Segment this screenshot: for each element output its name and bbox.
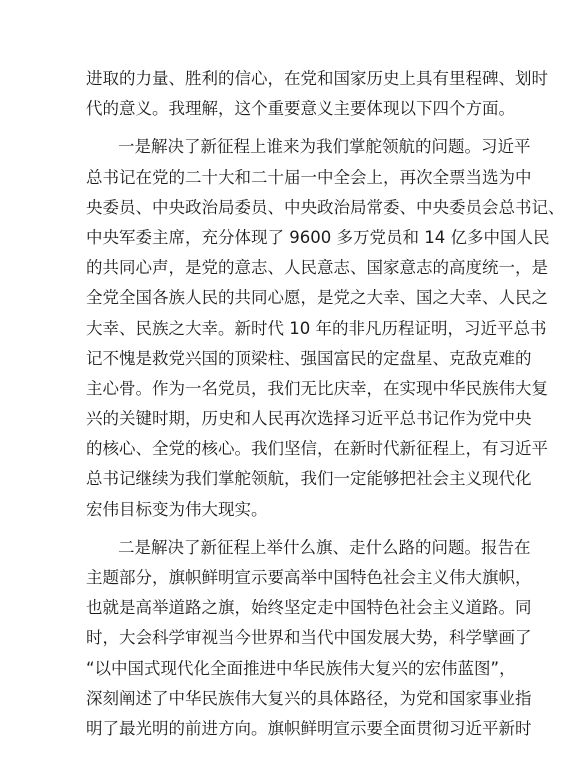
text-line: 深刻阐述了中华民族伟大复兴的具体路径，为党和国家事业指 <box>86 688 532 708</box>
text-line: 代的意义。我理解，这个重要意义主要体现以下四个方面。 <box>86 99 515 119</box>
text-line: 时，大会科学审视当今世界和当代中国发展大势，科学擘画了 <box>86 628 532 648</box>
paragraph-first-line: 一是解决了新征程上谁来为我们掌舵领航的问题。习近平 <box>118 137 531 157</box>
text-line: 主心骨。作为一名党员，我们无比庆幸，在实现中华民族伟大复 <box>86 378 548 398</box>
text-line: 大幸、民族之大幸。新时代 10 年的非凡历程证明，习近平总书 <box>86 318 547 338</box>
text-line: 的核心、全党的核心。我们坚信，在新时代新征程上，有习近平 <box>86 439 548 459</box>
text-line: 央委员、中央政治局委员、中央政治局常委、中央委员会总书记、 <box>86 197 565 217</box>
text-line: 总书记继续为我们掌舵领航，我们一定能够把社会主义现代化 <box>86 469 532 489</box>
text-line: 全党全国各族人民的共同心愿，是党之大幸、国之大幸、人民之 <box>86 288 548 308</box>
paragraph-spacer <box>86 525 504 533</box>
paragraph-spacer <box>86 124 504 132</box>
text-line: 总书记在党的二十大和二十届一中全会上，再次全票当选为中 <box>86 167 532 187</box>
text-line: 明了最光明的前进方向。旗帜鲜明宣示要全面贯彻习近平新时 <box>86 718 532 738</box>
text-line: 宏伟目标变为伟大现实。 <box>86 499 268 519</box>
paragraph-first-line: 二是解决了新征程上举什么旗、走什么路的问题。报告在 <box>118 537 531 557</box>
text-line: “以中国式现代化全面推进中华民族伟大复兴的宏伟蓝图”， <box>86 658 516 678</box>
text-line: 记不愧是救党兴国的顶梁柱、强国富民的定盘星、克敌克难的 <box>86 348 532 368</box>
text-line: 进取的力量、胜利的信心，在党和国家历史上具有里程碑、划时 <box>86 69 548 88</box>
text-line: 也就是高举道路之旗，始终坚定走中国特色社会主义道路。同 <box>86 598 532 618</box>
text-line: 兴的关键时期，历史和人民再次选择习近平总书记作为党中央 <box>86 409 532 429</box>
text-line: 中央军委主席，充分体现了 9600 多万党员和 14 亿多中国人民 <box>86 227 550 247</box>
text-line: 的共同心声，是党的意志、人民意志、国家意志的高度统一，是 <box>86 258 548 278</box>
text-line: 主题部分，旗帜鲜明宣示要高举中国特色社会主义伟大旗帜， <box>86 568 532 587</box>
body-text <box>86 64 565 744</box>
